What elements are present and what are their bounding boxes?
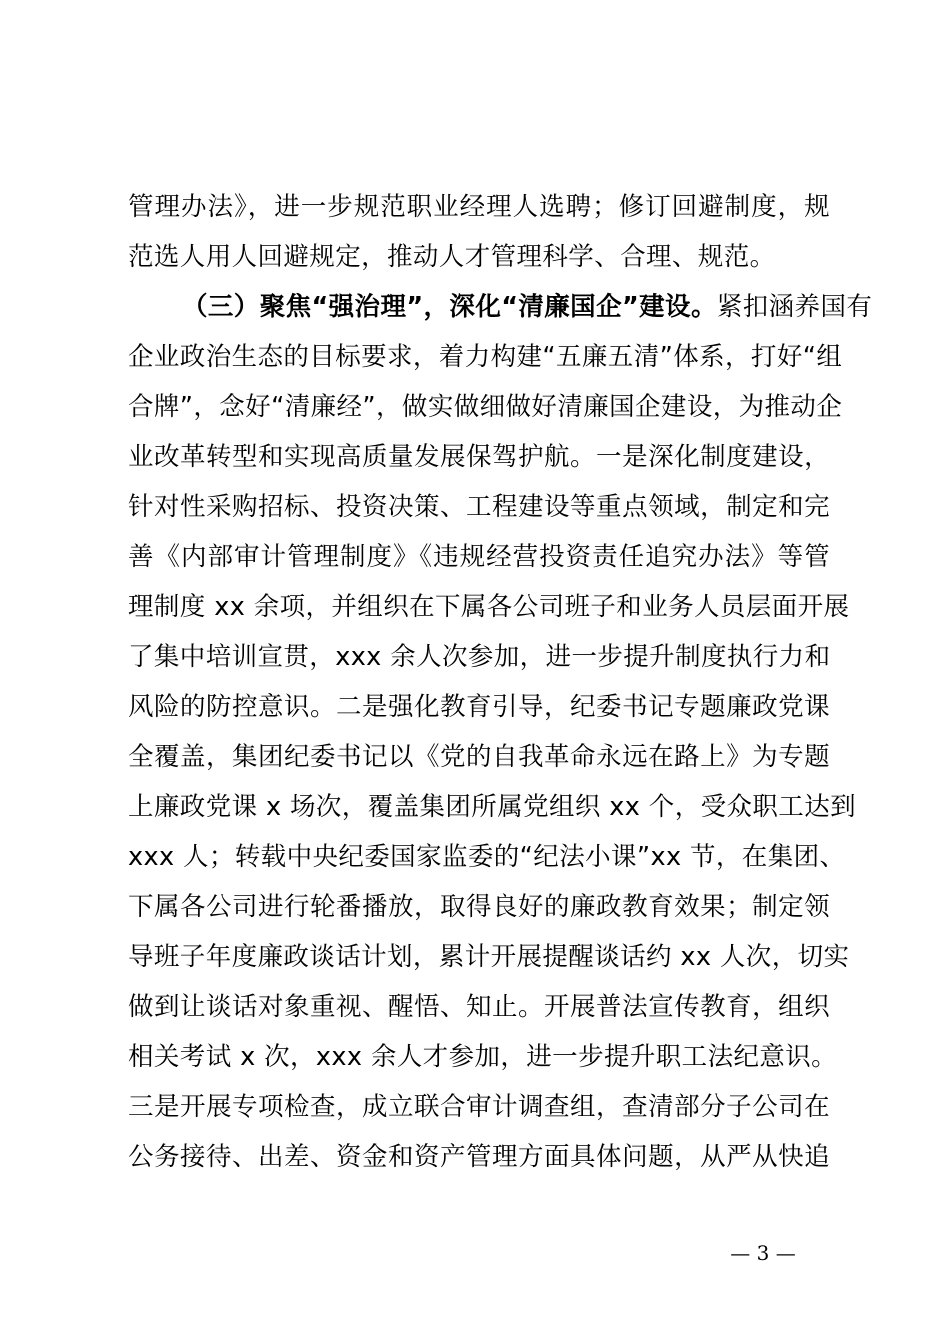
text-line: 范选人用人回避规定，推动人才管理科学、合理、规范。 [128,242,776,272]
text-line: 管理办法》，进一步规范职业经理人选聘；修订回避制度，规 [128,192,830,222]
text-line: 企业政治生态的目标要求，着力构建“五廉五清”体系，打好“组 [128,342,843,372]
text-line: 三是开展专项检查，成立联合审计调查组，查清部分子公司在 [128,1092,830,1122]
text-line: xxx 人；转载中央纪委国家监委的“纪法小课”xx 节，在集团、 [128,842,846,872]
text-line: 上廉政党课 x 场次，覆盖集团所属党组织 xx 个，受众职工达到 [128,792,856,822]
page-number: — 3 — [730,1241,796,1265]
section-heading-continuation: 紧扣涵养国有 [716,292,873,322]
text-line: 下属各公司进行轮番播放，取得良好的廉政教育效果；制定领 [128,892,830,922]
text-line: 风险的防控意识。二是强化教育引导，纪委书记专题廉政党课 [128,692,830,722]
text-line: 理制度 xx 余项，并组织在下属各公司班子和业务人员层面开展 [128,592,850,622]
text-line: 了集中培训宣贯，xxx 余人次参加，进一步提升制度执行力和 [128,642,831,672]
text-line: 公务接待、出差、资金和资产管理方面具体问题，从严从快追 [128,1142,830,1172]
text-line: 针对性采购招标、投资决策、工程建设等重点领域，制定和完 [128,492,830,522]
text-line: 导班子年度廉政谈话计划，累计开展提醒谈话约 xx 人次，切实 [128,942,850,972]
text-line: 做到让谈话对象重视、醒悟、知止。开展普法宣传教育，组织 [128,992,830,1022]
section-heading: （三）聚焦“强治理”，深化“清廉国企”建设。 [182,292,717,322]
text-line: 全覆盖，集团纪委书记以《党的自我革命永远在路上》为专题 [128,742,830,772]
text-line: 相关考试 x 次，xxx 余人才参加，进一步提升职工法纪意识。 [128,1042,838,1072]
text-line: 合牌”，念好“清廉经”，做实做细做好清廉国企建设，为推动企 [128,392,843,422]
text-line: 业改革转型和实现高质量发展保驾护航。一是深化制度建设， [128,442,830,472]
section-heading-line [182,282,873,332]
text-line: 善《内部审计管理制度》《违规经营投资责任追究办法》等管 [128,542,830,572]
